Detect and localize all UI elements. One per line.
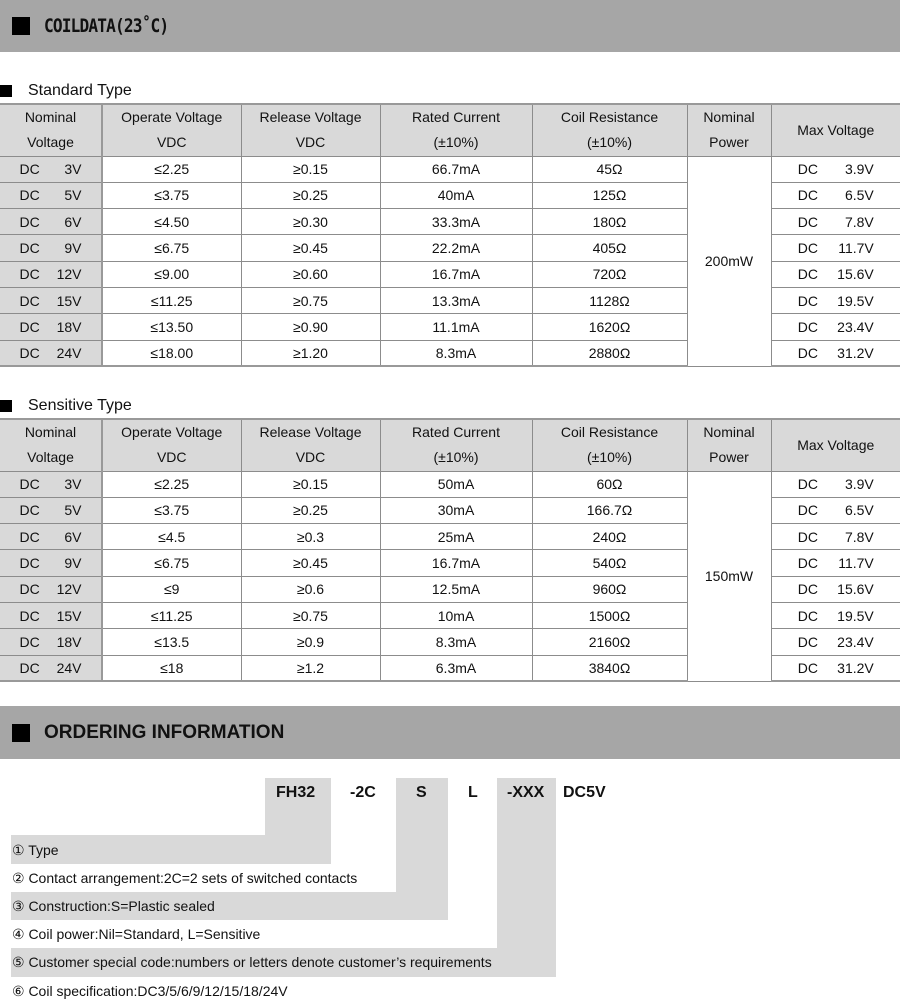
coil-data-title: COILDATA(23˚C) [44,15,169,37]
operate-voltage-cell: ≤9 [102,576,241,602]
coil-resistance-cell: 166.7Ω [532,497,687,523]
header-release-voltage: Release Voltage VDC [241,419,380,471]
nominal-voltage-cell: DC 5V [0,182,102,208]
ordering-info-title: ORDERING INFORMATION [44,721,285,743]
header-nominal-voltage: Nominal Voltage [0,104,102,156]
standard-type-label [0,81,132,101]
release-voltage-cell: ≥0.45 [241,550,380,576]
operate-voltage-cell: ≤6.75 [102,550,241,576]
operate-voltage-cell: ≤9.00 [102,261,241,287]
coil-resistance-cell: 125Ω [532,182,687,208]
header-max-voltage: Max Voltage [771,104,900,156]
max-voltage-cell: DC 3.9V [771,156,900,182]
nominal-voltage-cell: DC 9V [0,550,102,576]
nominal-voltage-cell: DC 5V [0,497,102,523]
operate-voltage-cell: ≤6.75 [102,235,241,261]
max-voltage-cell: DC 31.2V [771,655,900,681]
code-contact-arrangement: -2C [350,784,376,801]
nominal-voltage-cell: DC 24V [0,340,102,366]
header-coil-resistance: Coil Resistance (±10%) [532,104,687,156]
rated-current-cell: 10mA [380,602,532,628]
release-voltage-cell: ≥1.20 [241,340,380,366]
ordering-item-contact-arrangement: ② Contact arrangement:2C=2 sets of switched contacts [12,870,358,886]
sensitive-table-body [0,471,900,681]
nominal-voltage-cell: DC 15V [0,287,102,313]
operate-voltage-cell: ≤13.50 [102,314,241,340]
max-voltage-cell: DC 19.5V [771,287,900,313]
coil-resistance-cell: 3840Ω [532,655,687,681]
nominal-power-cell: 200mW [687,156,771,366]
operate-voltage-cell: ≤18 [102,655,241,681]
table-row [0,471,900,497]
coil-resistance-cell: 1500Ω [532,602,687,628]
table-header-row [0,419,900,471]
release-voltage-cell: ≥0.75 [241,287,380,313]
rated-current-cell: 6.3mA [380,655,532,681]
coil-resistance-cell: 180Ω [532,209,687,235]
ordering-item-type: ① Type [12,842,59,858]
release-voltage-cell: ≥0.25 [241,182,380,208]
coil-resistance-cell: 720Ω [532,261,687,287]
operate-voltage-cell: ≤4.5 [102,524,241,550]
nominal-voltage-cell: DC 12V [0,261,102,287]
coil-resistance-cell: 45Ω [532,156,687,182]
header-rated-current: Rated Current (±10%) [380,419,532,471]
operate-voltage-cell: ≤11.25 [102,602,241,628]
release-voltage-cell: ≥0.75 [241,602,380,628]
rated-current-cell: 30mA [380,497,532,523]
square-bullet-icon [12,724,30,742]
rated-current-cell: 40mA [380,182,532,208]
sensitive-coil-table [0,418,900,682]
square-bullet-icon [12,17,30,35]
header-coil-resistance: Coil Resistance (±10%) [532,419,687,471]
nominal-voltage-cell: DC 3V [0,156,102,182]
max-voltage-cell: DC 15.6V [771,261,900,287]
rated-current-cell: 16.7mA [380,550,532,576]
ordering-item-customer-code: ⑤ Customer special code:numbers or letters denote customer’s requirements [12,954,492,970]
release-voltage-cell: ≥0.15 [241,471,380,497]
operate-voltage-cell: ≤13.5 [102,629,241,655]
coil-resistance-cell: 1128Ω [532,287,687,313]
nominal-power-cell: 150mW [687,471,771,681]
coil-resistance-cell: 1620Ω [532,314,687,340]
ordering-item-coil-spec: ⑥ Coil specification:DC3/5/6/9/12/15/18/24V [12,983,288,999]
operate-voltage-cell: ≤3.75 [102,497,241,523]
operate-voltage-cell: ≤11.25 [102,287,241,313]
release-voltage-cell: ≥0.25 [241,497,380,523]
square-bullet-icon [0,85,12,97]
release-voltage-cell: ≥0.60 [241,261,380,287]
release-voltage-cell: ≥0.6 [241,576,380,602]
nominal-voltage-cell: DC 18V [0,629,102,655]
coil-resistance-cell: 405Ω [532,235,687,261]
nominal-voltage-cell: DC 18V [0,314,102,340]
table-header-row [0,104,900,156]
max-voltage-cell: DC 23.4V [771,314,900,340]
rated-current-cell: 11.1mA [380,314,532,340]
nominal-voltage-cell: DC 12V [0,576,102,602]
release-voltage-cell: ≥0.30 [241,209,380,235]
operate-voltage-cell: ≤3.75 [102,182,241,208]
max-voltage-cell: DC 23.4V [771,629,900,655]
max-voltage-cell: DC 6.5V [771,182,900,208]
release-voltage-cell: ≥0.90 [241,314,380,340]
header-release-voltage: Release Voltage VDC [241,104,380,156]
rated-current-cell: 22.2mA [380,235,532,261]
table-row [0,156,900,182]
standard-table-body [0,156,900,366]
max-voltage-cell: DC 11.7V [771,550,900,576]
bracket-type-row [11,835,331,864]
coil-resistance-cell: 2160Ω [532,629,687,655]
coil-resistance-cell: 540Ω [532,550,687,576]
coil-resistance-cell: 960Ω [532,576,687,602]
max-voltage-cell: DC 19.5V [771,602,900,628]
standard-type-title: Standard Type [28,82,132,99]
header-nominal-power: Nominal Power [687,419,771,471]
coil-resistance-cell: 2880Ω [532,340,687,366]
operate-voltage-cell: ≤2.25 [102,156,241,182]
code-coil-spec: DC5V [563,784,606,801]
rated-current-cell: 8.3mA [380,629,532,655]
sensitive-type-label [0,396,132,416]
rated-current-cell: 12.5mA [380,576,532,602]
max-voltage-cell: DC 3.9V [771,471,900,497]
release-voltage-cell: ≥0.9 [241,629,380,655]
rated-current-cell: 16.7mA [380,261,532,287]
release-voltage-cell: ≥0.45 [241,235,380,261]
code-type: FH32 [276,784,316,801]
rated-current-cell: 50mA [380,471,532,497]
max-voltage-cell: DC 15.6V [771,576,900,602]
max-voltage-cell: DC 31.2V [771,340,900,366]
ordering-info-banner [0,706,900,759]
rated-current-cell: 13.3mA [380,287,532,313]
nominal-voltage-cell: DC 3V [0,471,102,497]
rated-current-cell: 33.3mA [380,209,532,235]
header-nominal-power: Nominal Power [687,104,771,156]
header-operate-voltage: Operate Voltage VDC [102,104,241,156]
rated-current-cell: 8.3mA [380,340,532,366]
sensitive-type-title: Sensitive Type [28,397,132,414]
max-voltage-cell: DC 6.5V [771,497,900,523]
coil-resistance-cell: 60Ω [532,471,687,497]
nominal-voltage-cell: DC 6V [0,524,102,550]
code-customer-special: -XXX [507,784,545,801]
header-operate-voltage: Operate Voltage VDC [102,419,241,471]
max-voltage-cell: DC 7.8V [771,524,900,550]
release-voltage-cell: ≥0.15 [241,156,380,182]
nominal-voltage-cell: DC 15V [0,602,102,628]
release-voltage-cell: ≥1.2 [241,655,380,681]
standard-coil-table [0,103,900,367]
header-nominal-voltage: Nominal Voltage [0,419,102,471]
nominal-voltage-cell: DC 9V [0,235,102,261]
coil-data-banner [0,0,900,52]
square-bullet-icon [0,400,12,412]
header-max-voltage: Max Voltage [771,419,900,471]
header-rated-current: Rated Current (±10%) [380,104,532,156]
max-voltage-cell: DC 11.7V [771,235,900,261]
max-voltage-cell: DC 7.8V [771,209,900,235]
nominal-voltage-cell: DC 6V [0,209,102,235]
operate-voltage-cell: ≤4.50 [102,209,241,235]
nominal-voltage-cell: DC 24V [0,655,102,681]
operate-voltage-cell: ≤2.25 [102,471,241,497]
ordering-item-coil-power: ④ Coil power:Nil=Standard, L=Sensitive [12,926,261,942]
release-voltage-cell: ≥0.3 [241,524,380,550]
rated-current-cell: 25mA [380,524,532,550]
operate-voltage-cell: ≤18.00 [102,340,241,366]
rated-current-cell: 66.7mA [380,156,532,182]
code-construction: S [416,784,427,801]
coil-resistance-cell: 240Ω [532,524,687,550]
code-coil-power: L [468,784,478,801]
ordering-item-construction: ③ Construction:S=Plastic sealed [12,898,215,914]
